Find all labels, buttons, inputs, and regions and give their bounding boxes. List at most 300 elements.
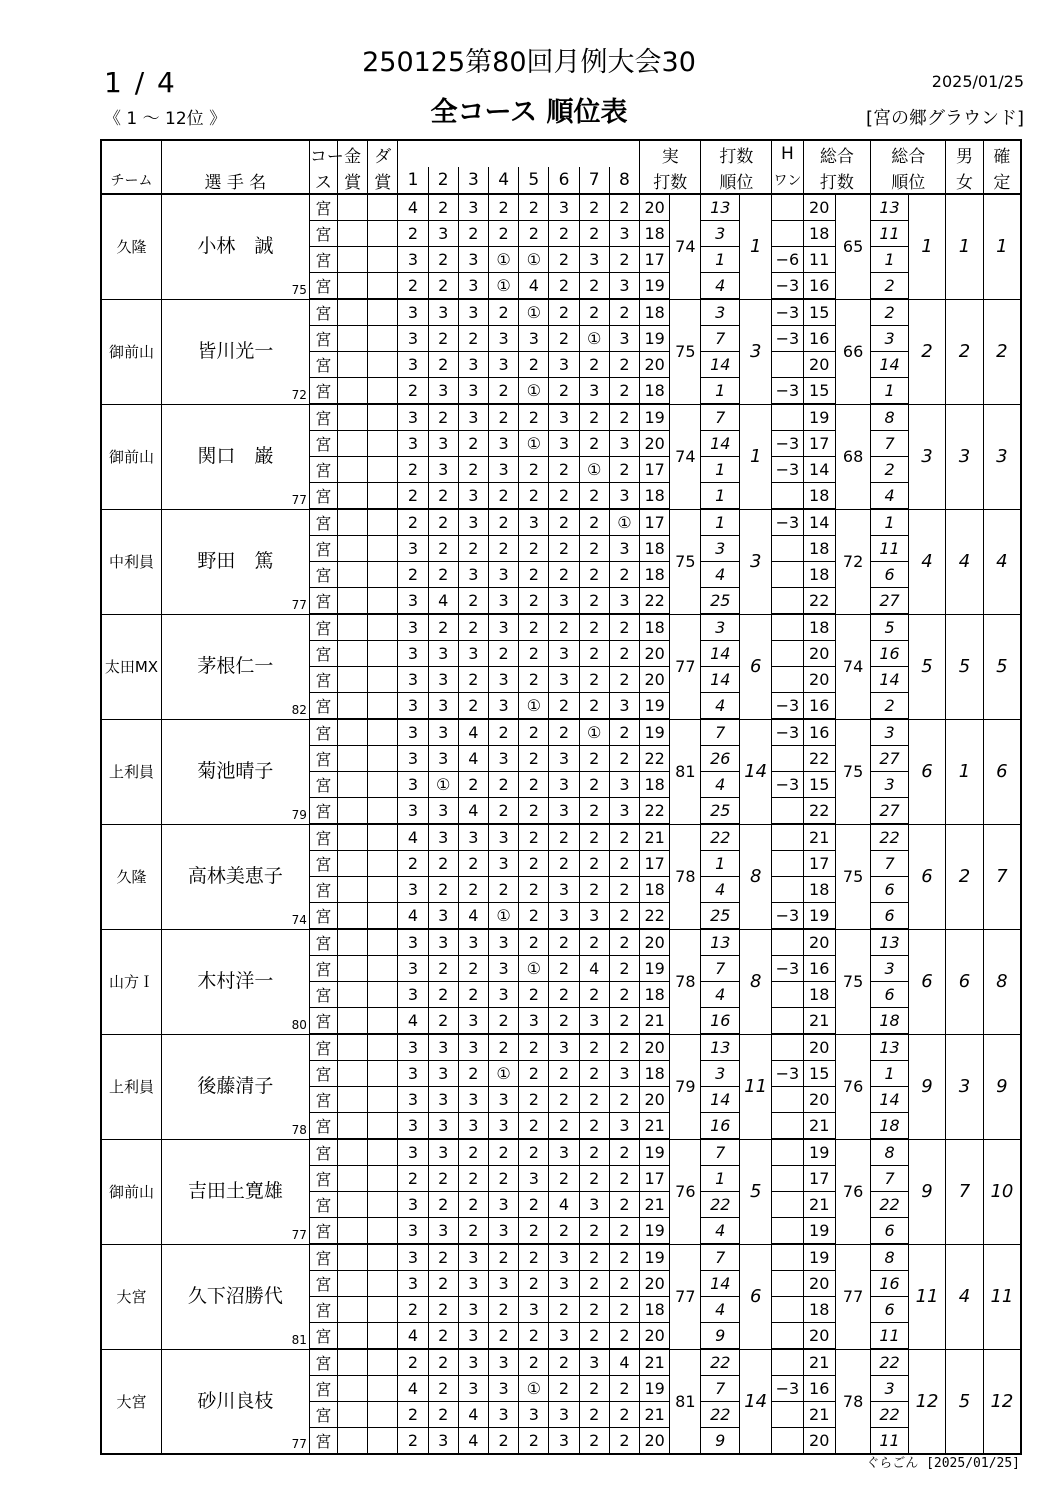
hole-score-cell: ① <box>489 273 519 300</box>
hole-score-cell: 3 <box>398 614 428 641</box>
footer-credit: ぐらごん [2025/01/25] <box>866 1456 1020 1471</box>
gold-prize-cell <box>337 431 367 457</box>
gold-prize-cell <box>337 1008 367 1035</box>
round-strokes-cell: 18 <box>640 877 670 903</box>
hole-score-cell: 4 <box>458 903 488 930</box>
hole-score-cell: 2 <box>458 1139 488 1166</box>
player-name: 茅根仁一 <box>197 655 274 677</box>
hole-score-cell: 2 <box>579 824 609 851</box>
net-strokes-cell: 21 <box>803 1349 835 1376</box>
hole-score-cell: 2 <box>489 1008 519 1035</box>
course-cell: 宮 <box>309 851 337 877</box>
da-prize-cell <box>368 1402 398 1428</box>
net-strokes-cell: 19 <box>803 1139 835 1166</box>
course-header-label: ス <box>309 167 337 194</box>
hole-score-cell: 2 <box>519 536 549 562</box>
actual-strokes-cell: 75 <box>670 509 701 614</box>
hole-score-cell: 2 <box>398 273 428 300</box>
hole-in-one-cell <box>772 1192 803 1218</box>
hole-score-cell: 2 <box>609 851 639 877</box>
hole-6-header: 6 <box>549 167 579 194</box>
hole-score-cell: 3 <box>458 1323 488 1350</box>
hole-score-cell: 2 <box>428 536 458 562</box>
hole-score-cell: 3 <box>549 1139 579 1166</box>
gold-prize-cell <box>337 982 367 1008</box>
hole-score-cell: 2 <box>428 404 458 431</box>
hole-score-cell: 3 <box>428 1087 458 1113</box>
hole-score-cell: 3 <box>428 457 458 483</box>
gold-prize-cell <box>337 1113 367 1140</box>
stroke-rank-cell: 1 <box>740 194 772 299</box>
final-rank-header: 確 <box>983 140 1021 167</box>
gold-prize-cell <box>337 1061 367 1087</box>
hole-score-cell: 3 <box>549 877 579 903</box>
total-rank-cell: 5 <box>908 614 946 719</box>
hole-score-cell: 3 <box>489 1113 519 1140</box>
hole-score-cell: 2 <box>428 352 458 378</box>
round-strokes-cell: 21 <box>640 1008 670 1035</box>
round-strokes-cell: 20 <box>640 352 670 378</box>
da-prize-cell <box>368 1034 398 1061</box>
player-name-cell <box>161 194 309 299</box>
hole-score-cell: 3 <box>458 1271 488 1297</box>
hole-in-one-cell <box>772 824 803 851</box>
stroke-rank-cell: 6 <box>740 614 772 719</box>
round-rank-cell: 3 <box>701 221 740 247</box>
course-cell: 宮 <box>309 483 337 510</box>
hole-score-cell: 3 <box>428 798 458 825</box>
hole-score-cell: 3 <box>428 1428 458 1455</box>
hole-in-one-cell <box>772 1034 803 1061</box>
hole-in-one-cell: −3 <box>772 903 803 930</box>
round-rank-cell: 22 <box>701 1192 740 1218</box>
da-prize-cell <box>368 1244 398 1271</box>
hole-score-cell: 2 <box>549 1113 579 1140</box>
hole-score-cell: 2 <box>398 509 428 536</box>
hole-score-cell: 2 <box>609 956 639 982</box>
da-prize-cell <box>368 273 398 300</box>
net-rank-cell: 22 <box>871 1192 909 1218</box>
actual-strokes-cell: 77 <box>670 614 701 719</box>
actual-strokes-cell: 74 <box>670 404 701 509</box>
gold-prize-cell <box>337 719 367 746</box>
handicap: 79 <box>291 807 307 822</box>
hole-score-cell: 3 <box>398 929 428 956</box>
net-strokes-cell: 16 <box>803 956 835 982</box>
final-rank-cell: 12 <box>983 1349 1021 1454</box>
gold-prize-cell <box>337 614 367 641</box>
hole-score-cell: 2 <box>609 1008 639 1035</box>
hole-score-cell: 2 <box>609 1244 639 1271</box>
handicap: 77 <box>291 597 307 612</box>
hole-score-cell: 2 <box>549 719 579 746</box>
hole-score-cell: 3 <box>489 326 519 352</box>
course-cell: 宮 <box>309 1192 337 1218</box>
hole-score-cell: 2 <box>549 562 579 588</box>
hole-score-cell: 2 <box>458 1218 488 1245</box>
round-rank-cell: 25 <box>701 903 740 930</box>
actual-strokes-cell: 74 <box>670 194 701 299</box>
hole-score-cell: 3 <box>398 247 428 273</box>
course-cell: 宮 <box>309 1139 337 1166</box>
hole-score-cell: 2 <box>458 956 488 982</box>
total-strokes-cell: 76 <box>835 1139 870 1244</box>
hole-score-cell: 4 <box>458 719 488 746</box>
course-cell: 宮 <box>309 221 337 247</box>
round-rank-cell: 14 <box>701 641 740 667</box>
hole-score-cell: ① <box>519 431 549 457</box>
course-cell: 宮 <box>309 667 337 693</box>
hole-score-cell: 3 <box>398 1192 428 1218</box>
round-rank-cell: 1 <box>701 851 740 877</box>
hole-score-cell: 3 <box>398 641 428 667</box>
gold-prize-cell <box>337 1244 367 1271</box>
hole-score-cell: 2 <box>519 562 549 588</box>
hole-score-cell: 2 <box>489 378 519 405</box>
hole-in-one-cell: −3 <box>772 693 803 720</box>
hole-score-cell: 3 <box>458 1349 488 1376</box>
net-strokes-cell: 21 <box>803 1113 835 1140</box>
hole-score-cell: 2 <box>489 719 519 746</box>
hole-score-cell: 2 <box>549 929 579 956</box>
round-rank-cell: 7 <box>701 719 740 746</box>
hole-score-cell: 3 <box>489 1376 519 1402</box>
hole-score-cell: 3 <box>489 1087 519 1113</box>
hole-score-cell: 2 <box>458 536 488 562</box>
hole-score-cell: 2 <box>458 588 488 615</box>
hole-score-cell: 3 <box>458 929 488 956</box>
round-strokes-cell: 21 <box>640 824 670 851</box>
hole-score-cell: 2 <box>609 1271 639 1297</box>
da-prize-cell <box>368 588 398 615</box>
hole-score-cell: 2 <box>549 851 579 877</box>
gold-prize-cell <box>337 562 367 588</box>
hole-score-cell: 3 <box>489 824 519 851</box>
da-prize-cell <box>368 352 398 378</box>
final-rank-cell: 7 <box>983 824 1021 929</box>
hole-score-cell: 2 <box>579 1428 609 1455</box>
hole-score-cell: 3 <box>398 1113 428 1140</box>
hole-score-cell: 2 <box>489 1428 519 1455</box>
round-rank-cell: 13 <box>701 929 740 956</box>
round-rank-cell: 3 <box>701 614 740 641</box>
hole-score-cell: 2 <box>549 1166 579 1192</box>
hole-score-cell: 3 <box>489 746 519 772</box>
net-strokes-cell: 20 <box>803 1428 835 1455</box>
hole-score-cell: 3 <box>428 1061 458 1087</box>
round-rank-cell: 4 <box>701 982 740 1008</box>
gold-prize-cell <box>337 824 367 851</box>
gold-prize-cell <box>337 1087 367 1113</box>
net-strokes-cell: 14 <box>803 509 835 536</box>
hole-score-cell: 2 <box>428 1192 458 1218</box>
hole-score-cell: 2 <box>609 247 639 273</box>
course-cell: 宮 <box>309 1323 337 1350</box>
hole-score-cell: 2 <box>549 247 579 273</box>
hole-score-cell: 3 <box>398 1244 428 1271</box>
da-prize-header-label: 賞 <box>368 167 398 194</box>
hole-score-cell: 3 <box>398 352 428 378</box>
course-cell: 宮 <box>309 877 337 903</box>
hole-score-cell: 2 <box>489 1323 519 1350</box>
net-strokes-cell: 16 <box>803 326 835 352</box>
net-rank-cell: 7 <box>871 431 909 457</box>
hole-score-cell: 3 <box>458 247 488 273</box>
hole-score-cell: 2 <box>609 719 639 746</box>
hole-score-cell: 2 <box>579 1061 609 1087</box>
hole-score-cell: 2 <box>519 194 549 221</box>
round-rank-cell: 14 <box>701 1087 740 1113</box>
net-strokes-cell: 17 <box>803 1166 835 1192</box>
course-cell: 宮 <box>309 562 337 588</box>
gold-prize-cell <box>337 1297 367 1323</box>
hole-score-cell: 2 <box>398 1402 428 1428</box>
da-prize-cell <box>368 719 398 746</box>
table-row <box>101 509 1021 536</box>
hole-score-cell: 2 <box>398 221 428 247</box>
player-name-cell <box>161 509 309 614</box>
hole-score-cell: 3 <box>489 1349 519 1376</box>
hole-score-cell: 2 <box>609 194 639 221</box>
hole-in-one-cell <box>772 404 803 431</box>
net-rank-cell: 11 <box>871 1323 909 1350</box>
total-rank-header-label: 順位 <box>871 167 946 194</box>
hole-score-cell: 3 <box>398 404 428 431</box>
hole-score-cell: 2 <box>579 877 609 903</box>
hole-score-cell: 2 <box>398 1166 428 1192</box>
gold-prize-cell <box>337 693 367 720</box>
gender-rank-cell: 4 <box>946 509 984 614</box>
hole-score-cell: 2 <box>549 1008 579 1035</box>
hole-score-cell: 3 <box>609 273 639 300</box>
net-rank-cell: 3 <box>871 1376 909 1402</box>
net-rank-cell: 6 <box>871 982 909 1008</box>
hole-in-one-cell: −3 <box>772 1061 803 1087</box>
hole-score-cell: 2 <box>579 929 609 956</box>
gold-prize-cell <box>337 299 367 326</box>
stroke-rank-cell: 14 <box>740 1349 772 1454</box>
net-strokes-cell: 20 <box>803 641 835 667</box>
actual-strokes-cell: 81 <box>670 1349 701 1454</box>
hole-score-cell: 2 <box>609 982 639 1008</box>
total-strokes-cell: 66 <box>835 299 870 404</box>
net-strokes-cell: 18 <box>803 1297 835 1323</box>
hole-score-cell: 3 <box>428 929 458 956</box>
hole-score-cell: 2 <box>489 221 519 247</box>
gold-prize-cell <box>337 1139 367 1166</box>
hole-score-cell: 3 <box>398 877 428 903</box>
gender-rank-cell: 5 <box>946 614 984 719</box>
hole-score-cell: 2 <box>609 614 639 641</box>
stroke-rank-header-label: 順位 <box>701 167 772 194</box>
hole-score-cell: 3 <box>398 1139 428 1166</box>
player-name: 菊池晴子 <box>197 760 274 782</box>
hole-score-cell: 2 <box>519 877 549 903</box>
hole-score-cell: 2 <box>489 1244 519 1271</box>
da-prize-cell <box>368 1166 398 1192</box>
table-body <box>101 194 1021 1454</box>
team-cell: 上利員 <box>101 719 161 824</box>
hole-score-cell: 3 <box>519 1008 549 1035</box>
gold-prize-cell <box>337 247 367 273</box>
round-strokes-cell: 19 <box>640 326 670 352</box>
name-header <box>161 140 309 167</box>
handicap: 81 <box>291 1332 307 1347</box>
hole-score-cell: 2 <box>458 221 488 247</box>
hole-score-cell: 3 <box>489 1271 519 1297</box>
hole-score-cell: 2 <box>428 1166 458 1192</box>
total-strokes-cell: 72 <box>835 509 870 614</box>
hole-score-cell: 2 <box>579 851 609 877</box>
hole-score-cell: 3 <box>398 588 428 615</box>
da-prize-cell <box>368 877 398 903</box>
hole-in-one-cell: −3 <box>772 326 803 352</box>
net-rank-cell: 16 <box>871 641 909 667</box>
hole-score-cell: 3 <box>458 509 488 536</box>
handicap: 72 <box>291 387 307 402</box>
hole-score-cell: 4 <box>398 824 428 851</box>
hole-score-cell: 2 <box>519 929 549 956</box>
handicap: 75 <box>291 282 307 297</box>
team-cell: 久隆 <box>101 194 161 299</box>
hole-score-cell: 2 <box>579 1323 609 1350</box>
hole-score-cell: 2 <box>549 299 579 326</box>
net-rank-cell: 8 <box>871 1139 909 1166</box>
hole-score-cell: 2 <box>458 877 488 903</box>
course-cell: 宮 <box>309 1349 337 1376</box>
total-rank-cell: 6 <box>908 719 946 824</box>
net-strokes-cell: 14 <box>803 457 835 483</box>
table-row <box>101 299 1021 326</box>
gender-rank-cell: 1 <box>946 194 984 299</box>
hole-score-cell: 3 <box>458 1034 488 1061</box>
net-rank-cell: 2 <box>871 273 909 300</box>
round-rank-cell: 16 <box>701 1113 740 1140</box>
hole-score-cell: 2 <box>579 1218 609 1245</box>
net-rank-cell: 11 <box>871 221 909 247</box>
table-row <box>101 824 1021 851</box>
round-rank-cell: 14 <box>701 352 740 378</box>
course-cell: 宮 <box>309 1218 337 1245</box>
round-rank-cell: 1 <box>701 378 740 405</box>
hole-score-cell: 2 <box>609 824 639 851</box>
hole-score-cell: 2 <box>549 614 579 641</box>
da-prize-cell <box>368 693 398 720</box>
total-strokes-header-label: 打数 <box>803 167 871 194</box>
gold-prize-cell <box>337 588 367 615</box>
hole-score-cell: 4 <box>398 1376 428 1402</box>
round-strokes-cell: 21 <box>640 1113 670 1140</box>
hole-score-cell: 3 <box>549 1244 579 1271</box>
hole-in-one-cell <box>772 641 803 667</box>
gold-prize-cell <box>337 877 367 903</box>
round-strokes-cell: 18 <box>640 1061 670 1087</box>
stroke-rank-cell: 11 <box>740 1034 772 1139</box>
da-prize-cell <box>368 1218 398 1245</box>
hole-in-one-cell <box>772 1349 803 1376</box>
hole-score-cell: 3 <box>458 194 488 221</box>
hole-score-cell: 2 <box>519 1323 549 1350</box>
course-cell: 宮 <box>309 1166 337 1192</box>
hole-score-cell: 3 <box>609 772 639 798</box>
hole-score-cell: 3 <box>398 798 428 825</box>
course-cell: 宮 <box>309 1244 337 1271</box>
net-rank-cell: 5 <box>871 614 909 641</box>
da-prize-cell <box>368 1061 398 1087</box>
hole-score-cell: 2 <box>609 877 639 903</box>
hole-score-cell: 2 <box>458 851 488 877</box>
hole-score-cell: 2 <box>549 378 579 405</box>
net-strokes-cell: 18 <box>803 536 835 562</box>
da-prize-cell <box>368 1376 398 1402</box>
hole-score-cell: 2 <box>519 1349 549 1376</box>
hole-score-cell: 3 <box>609 588 639 615</box>
round-rank-cell: 4 <box>701 562 740 588</box>
hole-score-cell: 2 <box>579 273 609 300</box>
hole-score-cell: 3 <box>458 1008 488 1035</box>
total-rank-cell: 2 <box>908 299 946 404</box>
hole-score-cell: 3 <box>549 746 579 772</box>
round-strokes-cell: 20 <box>640 1271 670 1297</box>
da-prize-cell <box>368 536 398 562</box>
hole-score-cell: 2 <box>428 509 458 536</box>
hole-score-cell: 2 <box>519 1139 549 1166</box>
hole-score-cell: 3 <box>579 1008 609 1035</box>
hole-in-one-cell <box>772 221 803 247</box>
round-strokes-cell: 18 <box>640 982 670 1008</box>
hole-score-cell: 2 <box>579 221 609 247</box>
hole-score-cell: 2 <box>549 824 579 851</box>
team-header-label: チーム <box>101 167 161 194</box>
hole-score-cell: 2 <box>489 536 519 562</box>
hole-score-cell: 3 <box>398 956 428 982</box>
round-strokes-cell: 18 <box>640 299 670 326</box>
da-prize-cell <box>368 903 398 930</box>
net-strokes-cell: 20 <box>803 667 835 693</box>
da-prize-cell <box>368 929 398 956</box>
final-rank-cell: 5 <box>983 614 1021 719</box>
net-strokes-cell: 21 <box>803 1008 835 1035</box>
hole-score-cell: 2 <box>519 352 549 378</box>
hole-score-cell: 4 <box>458 746 488 772</box>
hole-score-cell: 3 <box>489 929 519 956</box>
round-strokes-cell: 22 <box>640 746 670 772</box>
gender-rank-cell: 3 <box>946 1034 984 1139</box>
round-strokes-cell: 19 <box>640 693 670 720</box>
actual-strokes-header-label: 打数 <box>640 167 701 194</box>
total-rank-cell: 4 <box>908 509 946 614</box>
net-rank-cell: 18 <box>871 1008 909 1035</box>
net-rank-cell: 6 <box>871 877 909 903</box>
table-row <box>101 614 1021 641</box>
hole-score-cell: 3 <box>489 1192 519 1218</box>
hole-in-one-cell: −6 <box>772 247 803 273</box>
da-prize-cell <box>368 614 398 641</box>
course-cell: 宮 <box>309 352 337 378</box>
gold-prize-cell <box>337 746 367 772</box>
hole-score-cell: 2 <box>489 641 519 667</box>
net-rank-cell: 8 <box>871 404 909 431</box>
total-strokes-cell: 75 <box>835 719 870 824</box>
hole-score-cell: 2 <box>609 299 639 326</box>
hole-score-cell: 2 <box>489 509 519 536</box>
hole-score-cell: 2 <box>519 824 549 851</box>
hole-score-cell: 2 <box>428 1376 458 1402</box>
hole-score-cell: 2 <box>428 562 458 588</box>
team-cell: 太田MX <box>101 614 161 719</box>
hole-score-cell: 2 <box>609 641 639 667</box>
event-date: 2025/01/25 <box>931 72 1024 91</box>
